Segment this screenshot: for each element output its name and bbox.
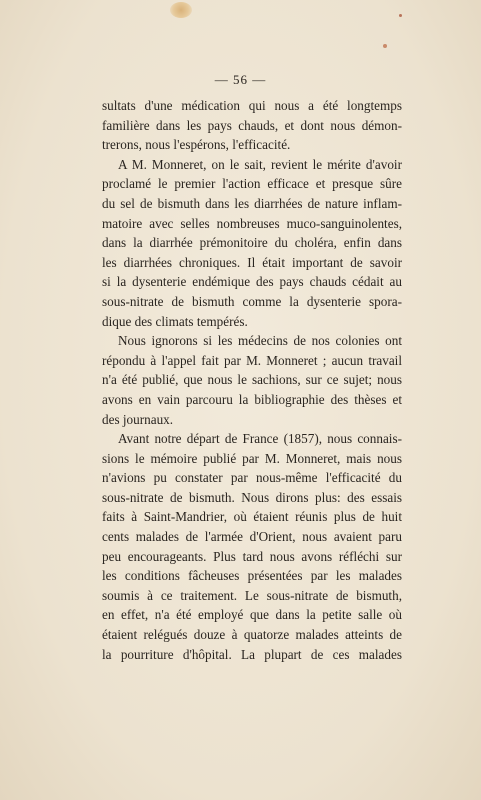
paper-stain	[170, 2, 192, 18]
text-line: soumis à ce traitement. Le sous-nitrate de bismuth,	[102, 587, 402, 603]
text-line: sultats d'une médication qui nous a été longtemps	[102, 98, 402, 113]
text-line: peu encourageants. Plus tard nous avons réfléchi sur	[102, 548, 402, 564]
text-line: sous-nitrate de bismuth. Nous dirons plus: des essais	[102, 489, 402, 505]
text-line: si la dysenterie endémique des pays chauds cédait au	[102, 274, 402, 290]
text-line: n'avions pu constater par nous-même l'efficacité du	[102, 470, 402, 486]
text-line: proclamé le premier l'action efficace et presque sûre	[102, 176, 402, 192]
text-line: cents malades de l'armée d'Orient, nous avaient paru	[102, 529, 402, 545]
text-line: n'a été publié, que nous le sachions, sur ce sujet; nous	[102, 372, 402, 388]
text-line: en effet, n'a été employé que dans la petite salle où	[102, 607, 402, 623]
text-line: du sel de bismuth dans les diarrhées de nature inflam-	[102, 195, 402, 211]
text-line: étaient relégués douze à quatorze malades atteints de	[102, 627, 402, 643]
paper-speck	[399, 14, 402, 17]
text-line: des journaux.	[102, 411, 174, 427]
text-line: sions le mémoire publié par M. Monneret, mais nous	[102, 450, 402, 466]
page-number: — 56 —	[214, 72, 267, 87]
text-line: avons en vain parcouru la bibliographie des thèses et	[102, 391, 402, 407]
text-line: A M. Monneret, on le sait, revient le mérite d'avoir	[118, 156, 402, 172]
text-line: la pourriture d'hôpital. La plupart de ces malades	[102, 646, 402, 662]
text-line: matoire avec selles nombreuses muco-sanguinolentes,	[102, 215, 402, 231]
text-line: Nous ignorons si les médecins de nos colonies ont	[118, 333, 402, 349]
text-line: les diarrhées chroniques. Il était important de savoir	[102, 254, 402, 270]
text-line: faits à Saint-Mandrier, où étaient réunis plus de huit	[102, 509, 402, 525]
text-line: trerons, nous l'espérons, l'efficacité.	[102, 137, 291, 153]
text-line: dique des climats tempérés.	[102, 313, 248, 329]
text-line: Avant notre départ de France (1857), nous connais-	[118, 431, 402, 447]
body-text	[102, 96, 402, 664]
text-line: répondu à l'appel fait par M. Monneret ; aucun travail	[102, 352, 402, 368]
paper-speck	[383, 44, 387, 48]
text-line: les conditions fâcheuses présentées par les malades	[102, 568, 402, 584]
text-line: familière dans les pays chauds, et dont nous démon-	[102, 117, 402, 133]
text-line: dans la diarrhée prémonitoire du choléra, enfin dans	[102, 235, 402, 251]
text-line: sous-nitrate de bismuth comme la dysenterie spora-	[102, 293, 402, 309]
